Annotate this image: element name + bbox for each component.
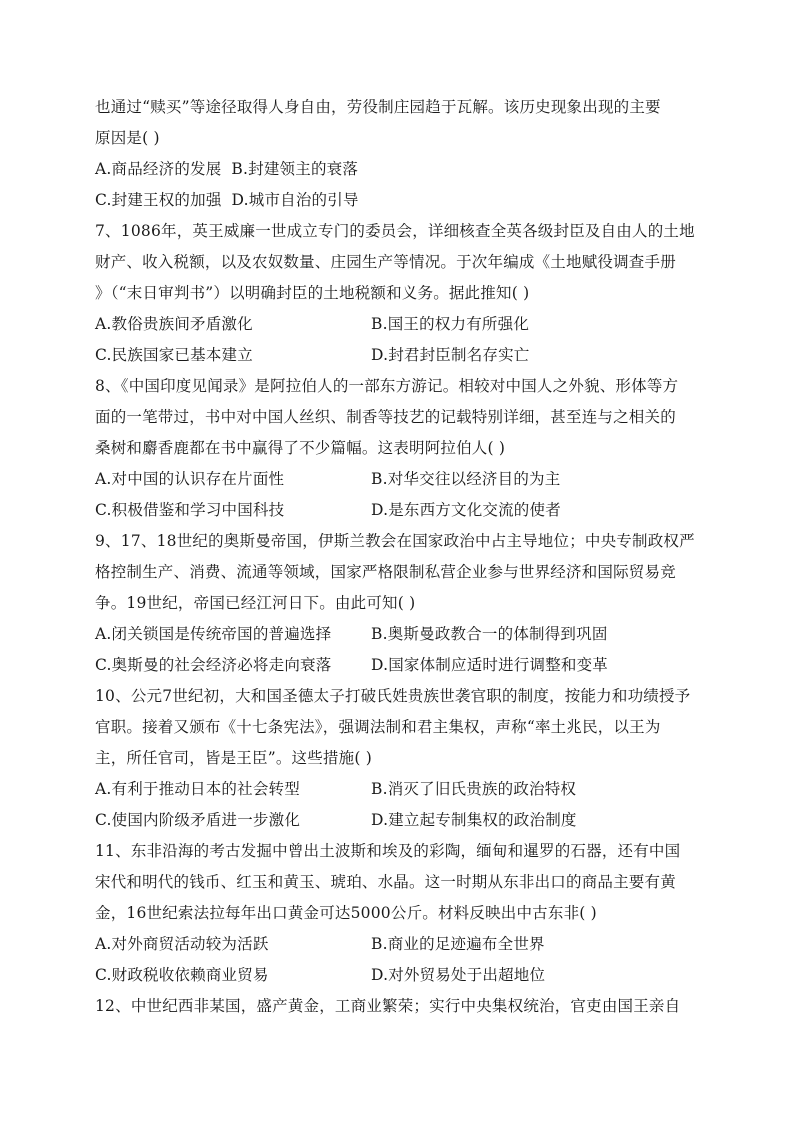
option-row <box>95 340 705 371</box>
option-row <box>95 154 705 185</box>
option-a: A.闭关锁国是传统帝国的普遍选择 <box>95 625 332 643</box>
option-row <box>95 960 705 991</box>
option-c: C.封建王权的加强 <box>95 191 222 209</box>
question-text-line: 12、中世纪西非某国，盛产黄金，工商业繁荣；实行中央集权统治，官吏由国王亲自 <box>95 997 681 1015</box>
option-b: B.对华交往以经济目的为主 <box>371 470 561 488</box>
question-7 <box>95 216 705 371</box>
option-c: C.奥斯曼的社会经济必将走向衰落 <box>95 656 332 674</box>
option-c: C.使国内阶级矛盾进一步激化 <box>95 811 301 829</box>
option-d: D.对外贸易处于出超地位 <box>371 966 546 984</box>
question-12 <box>95 991 705 1022</box>
option-a: A.对中国的认识存在片面性 <box>95 470 285 488</box>
option-row <box>95 309 705 340</box>
option-row <box>95 929 705 960</box>
question-text-line: 桑树和麝香鹿都在书中赢得了不少篇幅。这表明阿拉伯人( ) <box>95 439 506 457</box>
option-a: A.对外商贸活动较为活跃 <box>95 935 269 953</box>
option-c: C.财政税收依赖商业贸易 <box>95 966 269 984</box>
option-a: A.有利于推动日本的社会转型 <box>95 780 300 798</box>
question-list <box>95 92 705 1022</box>
option-row <box>95 774 705 805</box>
question-9 <box>95 526 705 681</box>
question-text-line: 官职。接着又颁布《十七条宪法》，强调法制和君主集权，声称“率土兆民，以王为 <box>95 718 661 736</box>
option-b: B.封建领主的衰落 <box>231 160 359 178</box>
option-a: A.教俗贵族间矛盾激化 <box>95 315 253 333</box>
option-d: D.是东西方文化交流的使者 <box>371 501 561 519</box>
option-b: B.商业的足迹遍布全世界 <box>371 935 545 953</box>
option-c: C.积极借鉴和学习中国科技 <box>95 501 285 519</box>
question-text-line: 也通过“赎买”等途径取得人身自由，劳役制庄园趋于瓦解。该历史现象出现的主要 <box>95 98 661 116</box>
question-text-line: 原因是( ) <box>95 129 160 147</box>
option-row <box>95 650 705 681</box>
question-text-line: 争。19世纪，帝国已经江河日下。由此可知( ) <box>95 594 416 612</box>
option-c: C.民族国家已基本建立 <box>95 346 253 364</box>
option-b: B.消灭了旧氏贵族的政治特权 <box>371 780 577 798</box>
question-text-line: 10、公元7世纪初，大和国圣德太子打破氏姓贵族世袭官职的制度，按能力和功绩授予 <box>95 687 691 705</box>
question-text-line: 11、东非沿海的考古发掘中曾出土波斯和埃及的彩陶，缅甸和暹罗的石器，还有中国 <box>95 842 681 860</box>
question-text-line: 宋代和明代的钱币、红玉和黄玉、琥珀、水晶。这一时期从东非出口的商品主要有黄 <box>95 873 676 891</box>
question-text-line: 9、17、18世纪的奥斯曼帝国，伊斯兰教会在国家政治中占主导地位；中央专制政权严 <box>95 532 695 550</box>
question-6 <box>95 92 705 216</box>
option-a: A.商品经济的发展 <box>95 160 222 178</box>
option-row <box>95 805 705 836</box>
question-10 <box>95 681 705 836</box>
option-row <box>95 619 705 650</box>
question-8 <box>95 371 705 526</box>
question-text-line: 面的一笔带过，书中对中国人丝织、制香等技艺的记载特别详细，甚至连与之相关的 <box>95 408 676 426</box>
option-b: B.国王的权力有所强化 <box>371 315 530 333</box>
question-text-line: 财产、收入税额，以及农奴数量、庄园生产等情况。于次年编成《土地赋役调查手册 <box>95 253 676 271</box>
option-d: D.城市自治的引导 <box>231 191 359 209</box>
question-text-line: 》（“末日审判书”）以明确封臣的土地税额和义务。据此推知( ) <box>95 284 530 302</box>
option-b: B.奥斯曼政教合一的体制得到巩固 <box>371 625 608 643</box>
question-text-line: 主，所任官司，皆是王臣”。这些措施( ) <box>95 749 372 767</box>
option-d: D.国家体制应适时进行调整和变革 <box>371 656 609 674</box>
question-text-line: 8、《中国印度见闻录》是阿拉伯人的一部东方游记。相较对中国人之外貌、形体等方 <box>95 377 679 395</box>
question-text-line: 金，16世纪索法拉每年出口黄金可达5000公斤。材料反映出中古东非( ) <box>95 904 597 922</box>
option-row <box>95 495 705 526</box>
option-row <box>95 464 705 495</box>
option-d: D.建立起专制集权的政治制度 <box>371 811 577 829</box>
question-11 <box>95 836 705 991</box>
question-text-line: 7、1086年，英王威廉一世成立专门的委员会，详细核查全英各级封臣及自由人的土地 <box>95 222 695 240</box>
question-text-line: 格控制生产、消费、流通等领域，国家严格限制私营企业参与世界经济和国际贸易竞 <box>95 563 676 581</box>
option-row <box>95 185 705 216</box>
option-d: D.封君封臣制名存实亡 <box>371 346 530 364</box>
